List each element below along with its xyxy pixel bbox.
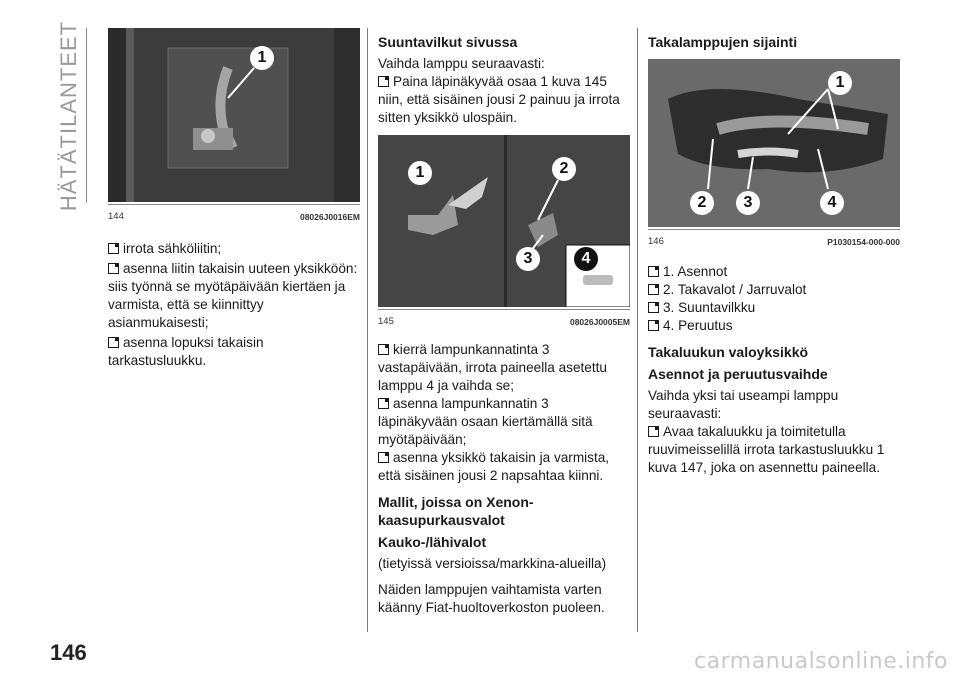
section-side-tab <box>52 20 87 211</box>
heading-tailgate-light: Takaluukun valoyksikkö <box>648 344 809 360</box>
legend-item: 2. Takavalot / Jarruvalot <box>648 281 900 299</box>
checkbox-bullet-icon <box>648 284 659 295</box>
note-text: (tietyissä versioissa/markkina-alueilla) <box>378 556 607 571</box>
section-title: HÄTÄTILANTEET <box>56 20 81 211</box>
figure-146-illustration <box>648 59 900 227</box>
column-divider-2 <box>637 28 638 632</box>
legend-item: 3. Suuntavilkku <box>648 299 900 317</box>
figure-144-callout-1: 1 <box>250 46 274 70</box>
figure-146-caption <box>648 229 900 251</box>
figure-145-callout-1: 1 <box>408 161 432 185</box>
legend-item: 4. Peruutus <box>648 317 900 335</box>
figure-145-number: 145 <box>378 316 394 327</box>
legend-item: 1. Asennot <box>648 263 900 281</box>
bullet-item: Paina läpinäkyvää osaa 1 kuva 145 niin, että sisäinen jousi 2 painuu ja irrota sitten yksikkö ulospäin. <box>378 74 620 125</box>
column-1 <box>108 28 360 378</box>
figure-145 <box>378 135 630 307</box>
figure-146-callout-1: 1 <box>828 71 852 95</box>
bullet-item: kierrä lampunkannatinta 3 vastapäivään, irrota paineella asetettu lamppu 4 ja vaihda se; <box>378 342 607 393</box>
checkbox-bullet-icon <box>378 76 389 87</box>
heading-side-indicators: Suuntavilkut sivussa <box>378 34 518 50</box>
checkbox-bullet-icon <box>378 452 389 463</box>
figure-144-caption <box>108 204 360 226</box>
paragraph-text: Näiden lamppujen vaihtamista varten käänny Fiat-huoltoverkoston puoleen. <box>378 582 605 615</box>
intro-text: Vaihda yksi tai useampi lamppu seuraavasti: <box>648 388 839 421</box>
figure-146-callout-3: 3 <box>736 191 760 215</box>
figure-145-callout-4: 4 <box>574 247 598 271</box>
intro-text: Vaihda lamppu seuraavasti: <box>378 56 545 71</box>
heading-position-reverse: Asennot ja peruutusvaihde <box>648 366 828 382</box>
checkbox-bullet-icon <box>648 302 659 313</box>
checkbox-bullet-icon <box>648 426 659 437</box>
figure-146 <box>648 59 900 227</box>
figure-145-caption <box>378 309 630 331</box>
checkbox-bullet-icon <box>108 263 119 274</box>
checkbox-bullet-icon <box>378 398 389 409</box>
figure-145-callout-3: 3 <box>516 247 540 271</box>
column-2 <box>378 33 630 625</box>
bullet-item: asenna yksikkö takaisin ja varmista, että sisäinen jousi 2 napsahtaa kiinni. <box>378 450 610 483</box>
heading-high-low-beam: Kauko-/lähivalot <box>378 534 487 550</box>
checkbox-bullet-icon <box>108 337 119 348</box>
checkbox-bullet-icon <box>108 243 119 254</box>
watermark: carmanualsonline.info <box>694 649 948 674</box>
bullet-item: asenna lampunkannatin 3 läpinäkyvään osaan kiertämällä sitä myötäpäivään; <box>378 396 593 447</box>
heading-xenon: Mallit, joissa on Xenon-kaasupurkausvalot <box>378 494 534 528</box>
figure-146-callout-2: 2 <box>690 191 714 215</box>
figure-144-number: 144 <box>108 211 124 222</box>
column-3 <box>648 33 900 485</box>
bullet-item: asenna liitin takaisin uuteen yksikköön: siis työnnä se myötäpäivään kiertäen ja varmista, että se kiinnittyy asianmukaisesti; <box>108 261 358 330</box>
figure-146-callout-4: 4 <box>820 191 844 215</box>
figure-144-code: 08026J0016EM <box>299 212 360 222</box>
heading-rear-lights-location: Takalamppujen sijainti <box>648 34 798 50</box>
bullet-item: asenna lopuksi takaisin tarkastusluukku. <box>108 335 264 368</box>
column-divider-1 <box>367 28 368 632</box>
figure-144 <box>108 28 360 202</box>
figure-145-code: 08026J0005EM <box>569 317 630 327</box>
figure-144-illustration <box>108 28 360 202</box>
checkbox-bullet-icon <box>378 344 389 355</box>
bullet-item: irrota sähköliitin; <box>108 240 360 258</box>
figure-146-number: 146 <box>648 236 664 247</box>
checkbox-bullet-icon <box>648 266 659 277</box>
page-number: 146 <box>50 640 87 665</box>
figure-146-code: P1030154-000-000 <box>827 237 900 247</box>
figure-145-callout-2: 2 <box>552 157 576 181</box>
bullet-item: Avaa takaluukku ja toimitetulla ruuvimeisselillä irrota tarkastusluukku 1 kuva 147, joka on asennettu paineella. <box>648 424 885 475</box>
checkbox-bullet-icon <box>648 320 659 331</box>
